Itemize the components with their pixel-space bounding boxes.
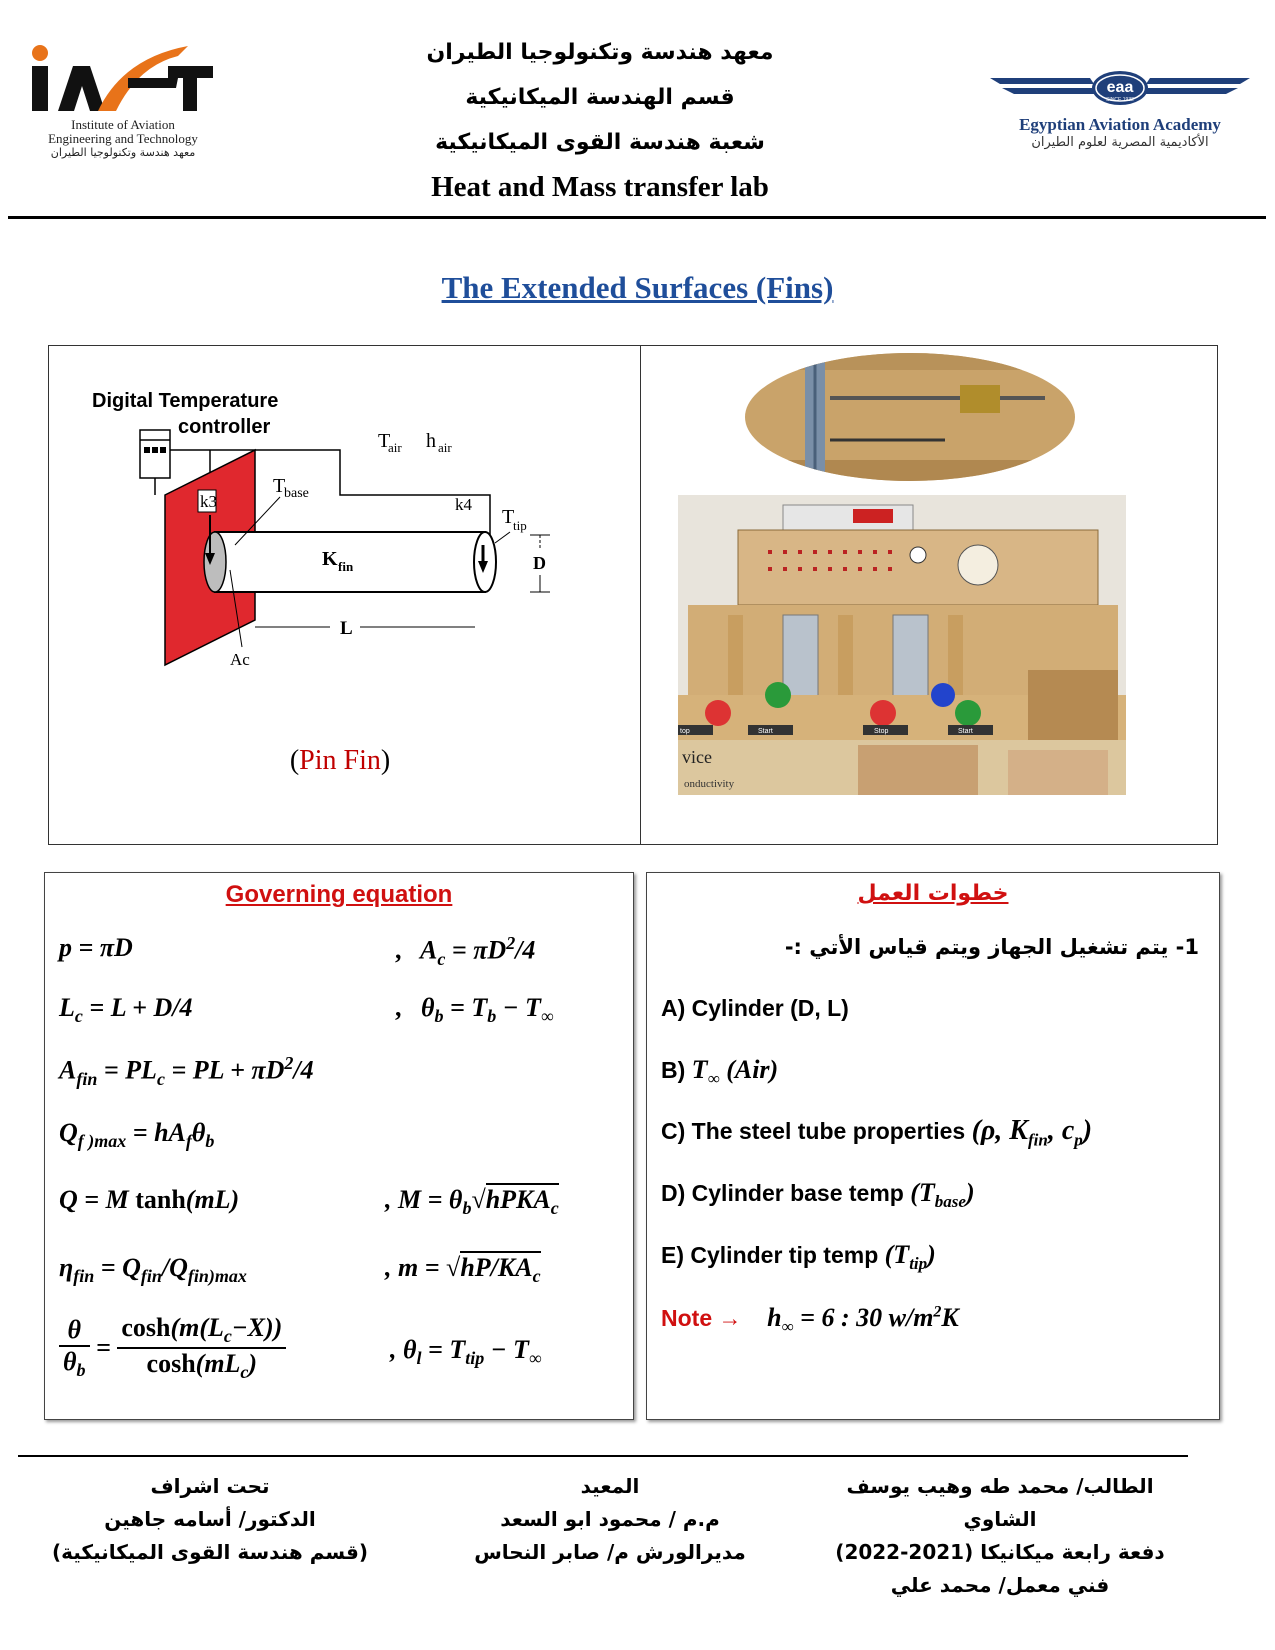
svg-text:T: T	[502, 506, 515, 528]
step-b-prefix: B)	[661, 1057, 686, 1083]
iaet-logo	[28, 38, 218, 178]
stop-button-icon-2	[870, 700, 896, 726]
footer-supervision	[40, 1470, 380, 1569]
footer-divider	[18, 1455, 1188, 1457]
tair-label: air	[388, 440, 402, 455]
lab-technician: فني معمل/ محمد علي	[890, 1573, 1110, 1597]
controller-box-icon	[140, 430, 170, 478]
blue-button-icon	[931, 683, 955, 707]
iaet-wordmark-icon	[28, 38, 218, 113]
figure-divider	[640, 345, 641, 845]
step-c-prefix: C) The steel tube properties	[661, 1118, 966, 1144]
eq-m-capital: , $M = \theta_b√hPKA_c$	[385, 1185, 559, 1219]
eq-heat-rate: Q = M tanh(mL)	[59, 1185, 240, 1214]
eq-qmax: $Q_{f )max} = hA_f\theta_b$	[59, 1118, 215, 1152]
pin-fin-schematic	[60, 385, 620, 745]
apparatus-photo	[678, 495, 1126, 795]
start-button-icon	[765, 682, 791, 708]
ta-name: م.م / محمود ابو السعد	[500, 1507, 720, 1531]
eaa-badge-sub: SINCE 1932	[1106, 97, 1134, 103]
apparatus-label-start-2: Start	[958, 728, 973, 735]
eq-theta-l: , $\theta_l = T_{tip} - T_\infty$	[390, 1335, 542, 1369]
apparatus-label-start: Start	[758, 728, 773, 735]
ta-title: المعيد	[580, 1474, 640, 1498]
document-title: The Extended Surfaces (Fins)	[441, 270, 834, 305]
eq-theta-b: , $\theta_b = T_b - T_\infty$	[395, 993, 554, 1027]
tbase-label: base	[284, 486, 309, 501]
k3-label: k3	[200, 492, 217, 511]
apparatus-text-2: onductivity	[684, 778, 735, 790]
svg-text:T: T	[378, 430, 391, 452]
controller-label-2: controller	[178, 416, 271, 438]
note-label: Note →	[661, 1305, 742, 1331]
step-b: B) $T_\infty$ (Air)	[661, 1055, 779, 1089]
hair-label: air	[438, 440, 452, 455]
eq-m-small: , $m = √hP/KA_c$	[385, 1253, 541, 1287]
controller-label-1: Digital Temperature	[92, 390, 279, 412]
note-line: Note → $h_\infty = 6$ : 30 $w/m^2K$	[661, 1303, 959, 1337]
eaa-name-english: Egyptian Aviation Academy	[1019, 115, 1221, 134]
iaet-name-arabic: معهد هندسة وتكنولوجيا الطيران	[50, 146, 196, 159]
step-d: D) Cylinder base temp $(T_{base})$	[661, 1178, 975, 1212]
svg-text:h: h	[426, 430, 436, 452]
procedure-heading: خطوات العمل	[857, 881, 1009, 906]
governing-heading: Governing equation	[225, 881, 453, 908]
svg-text:K: K	[322, 548, 338, 570]
pin-fin-caption: (Pin Fin)	[289, 745, 391, 776]
step-1: 1- يتم تشغيل الجهاز ويتم قياس الأتي :-	[784, 935, 1199, 959]
eaa-wings-icon	[990, 70, 1250, 110]
division-arabic: شعبة هندسة القوى الميكانيكية	[435, 130, 765, 155]
step-a: A) Cylinder (D, L)	[661, 995, 849, 1021]
apparatus-text-1: vice	[682, 747, 712, 767]
procedure-box	[646, 872, 1220, 1420]
institute-name-arabic: معهد هندسة وتكنولوجيا الطيران	[426, 40, 774, 65]
footer-student	[810, 1470, 1190, 1602]
kfin-label: fin	[338, 559, 354, 574]
step-c: C) The steel tube properties (ρ, $K_{fin}$, $c_p$)	[661, 1115, 1093, 1150]
pin-fin-caption-text: Pin Fin	[299, 745, 381, 776]
eaa-name-arabic: الأكاديمية المصرية لعلوم الطيران	[1031, 135, 1209, 150]
start-button-icon-2	[955, 700, 981, 726]
workshop-manager: مديرالورش م/ صابر النحاس	[474, 1540, 746, 1564]
eq-corrected-length: $L_c = L + D/4$	[59, 993, 193, 1027]
k4-label: k4	[455, 495, 472, 514]
step-e: E) Cylinder tip temp $(T_{tip})$	[661, 1240, 936, 1274]
lab-title: Heat and Mass transfer lab	[431, 171, 769, 203]
supervision-title: تحت اشراف	[150, 1474, 270, 1498]
eq-efficiency: $\eta_{fin} = Q_{fin}/Q_{fin)max}$	[59, 1253, 247, 1287]
eq-fin-area: $A_{fin} = PL_c$ = PL + $\pi D^2/4$	[59, 1053, 314, 1089]
supervisor-department: (قسم هندسة القوى الميكانيكية)	[52, 1540, 368, 1564]
step-d-prefix: D) Cylinder base temp	[661, 1180, 904, 1206]
iaet-name-line2: Engineering and Technology	[48, 131, 198, 146]
eq-area: , $A_c = \pi D^2/4$	[395, 933, 536, 969]
step-e-prefix: E) Cylinder tip temp	[661, 1242, 879, 1268]
l-label: L	[340, 618, 353, 639]
department-arabic: قسم الهندسة الميكانيكية	[465, 85, 735, 110]
apparatus-label-stop: top	[680, 728, 690, 735]
fin-closeup-photo	[745, 350, 1075, 485]
eq-temperature-distribution: $\frac{\theta}{\theta_b}$ = $\cosh(m(L_c-X))$ $\cosh(mL_c)$	[59, 1313, 286, 1383]
governing-equation-box	[44, 872, 634, 1420]
eaa-badge-text: eaa	[1106, 79, 1134, 96]
header-titles	[300, 30, 900, 209]
apparatus-label-stop-2: Stop	[874, 728, 889, 735]
header-divider	[8, 216, 1266, 219]
ac-label: Ac	[230, 650, 250, 669]
footer-ta	[440, 1470, 780, 1569]
svg-text:T: T	[273, 475, 286, 497]
student-name: الطالب/ محمد طه وهيب يوسف الشاوي	[846, 1474, 1154, 1531]
d-label: D	[533, 553, 546, 573]
eaa-logo	[990, 70, 1250, 160]
stop-button-icon	[705, 700, 731, 726]
eq-perimeter: p = πD	[59, 933, 133, 962]
iaet-name-line1: Institute of Aviation	[71, 117, 175, 132]
supervisor-name: الدكتور/ أسامه جاهين	[104, 1507, 316, 1531]
ttip-label: tip	[513, 518, 527, 533]
student-batch: دفعة رابعة ميكانيكا (2021-2022)	[835, 1540, 1165, 1564]
